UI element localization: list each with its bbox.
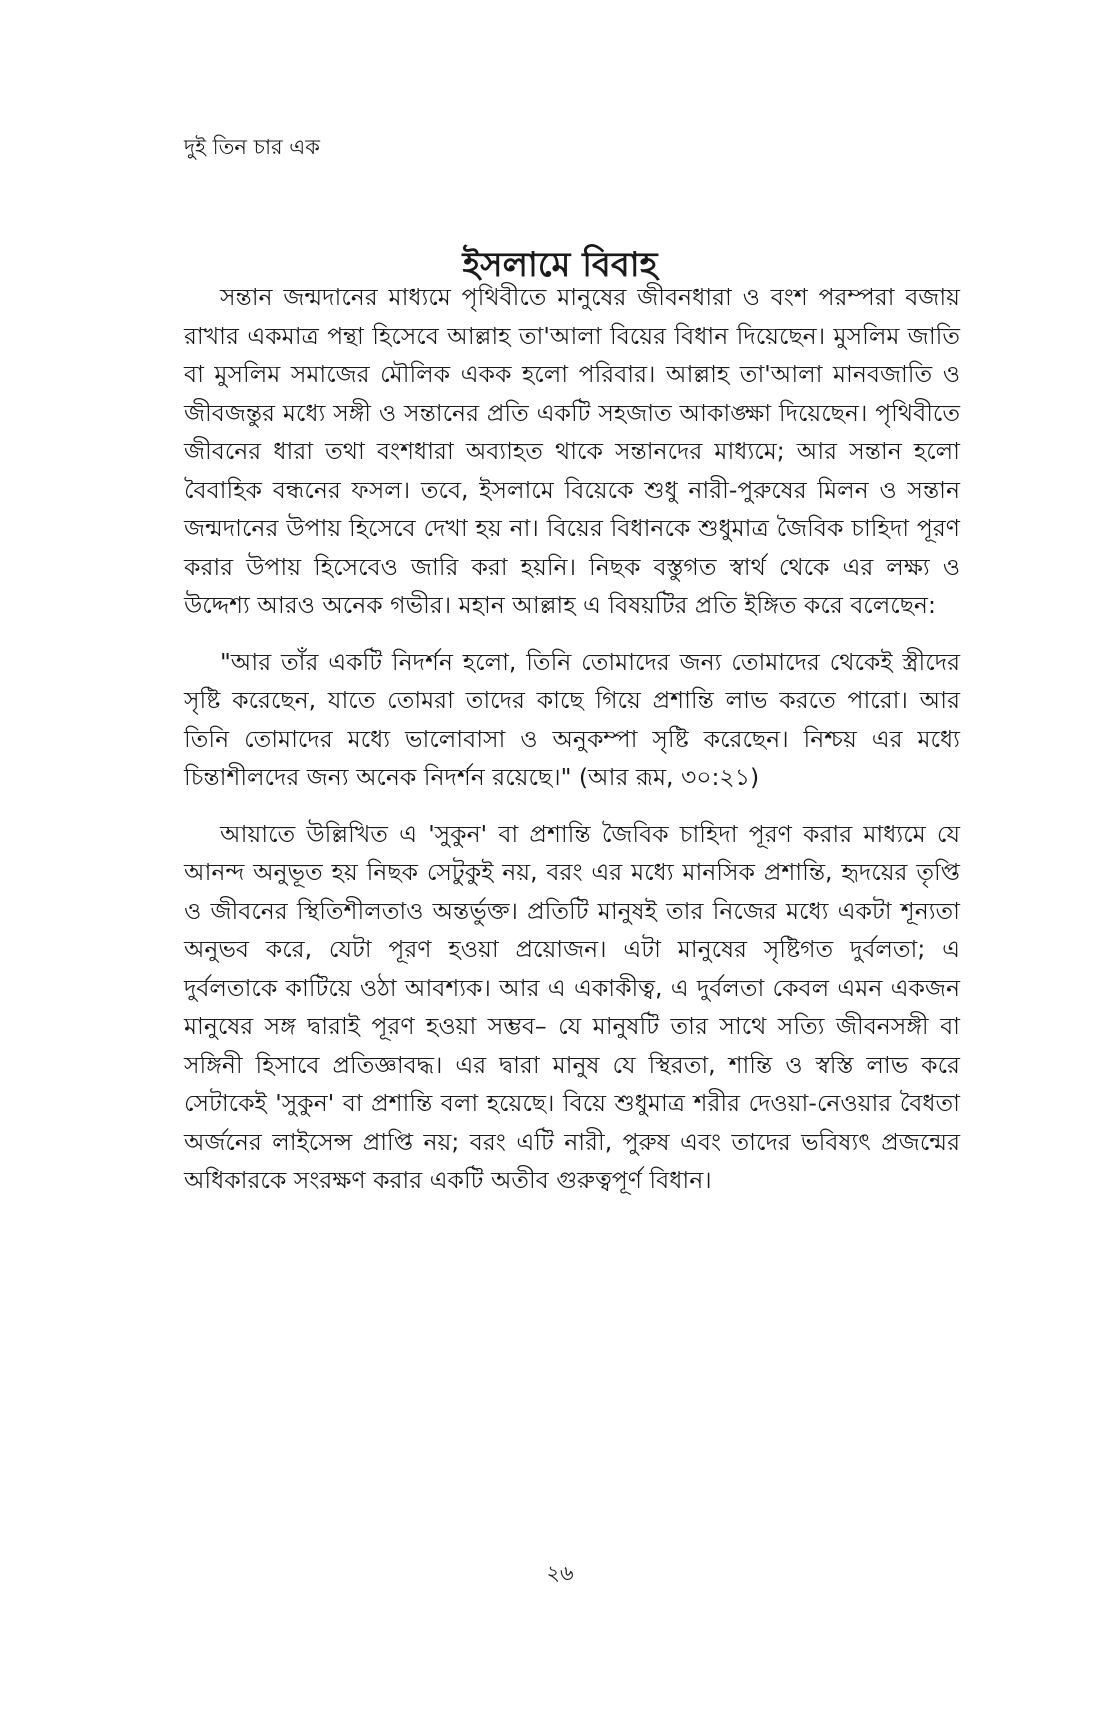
quranic-quote: "আর তাঁর একটি নিদর্শন হলো, তিনি তোমাদের জন্য তোমাদের থেকেই স্ত্রীদের সৃষ্টি করেছেন, যাতে তোমরা তাদের কাছে গিয়ে প্রশান্তি লাভ করতে পারো। আর তিনি তোমাদের মধ্যে ভালোবাসা ও অনুকম্পা সৃষ্টি করেছেন। নিশ্চয় এর মধ্যে চিন্তাশীলদের জন্য অনেক নিদর্শন রয়েছে।" (আর রূম, ৩০:২১) xyxy=(184,647,960,791)
chapter-title: ইসলামে বিবাহ xyxy=(462,244,658,285)
body-text xyxy=(184,278,960,1200)
page-number: ২৬ xyxy=(546,1561,574,1585)
paragraph-explanation: আয়াতে উল্লিখিত এ 'সুকুন' বা প্রশান্তি জৈবিক চাহিদা পূরণ করার মাধ্যমে যে আনন্দ অনুভূত হয় নিছক সেটুকুই নয়, বরং এর মধ্যে মানসিক প্রশান্তি, হৃদয়ের তৃপ্তি ও জীবনের স্থিতিশীলতাও অন্তর্ভুক্ত। প্রতিটি মানুষই তার নিজের মধ্যে একটা শূন্যতা অনুভব করে, যেটা পূরণ হওয়া প্রয়োজন। এটা মানুষের সৃষ্টিগত দুর্বলতা; এ দুর্বলতাকে কাটিয়ে ওঠা আবশ্যক। আর এ একাকীত্ব, এ দুর্বলতা কেবল এমন একজন মানুষের সঙ্গ দ্বারাই পূরণ হওয়া সম্ভব– যে মানুষটি তার সাথে সত্যি জীবনসঙ্গী বা সঙ্গিনী হিসাবে প্রতিজ্ঞাবদ্ধ। এর দ্বারা মানুষ যে স্থিরতা, শান্তি ও স্বস্তি লাভ করে সেটাকেই 'সুকুন' বা প্রশান্তি বলা হয়েছে। বিয়ে শুধুমাত্র শরীর দেওয়া-নেওয়ার বৈধতা অর্জনের লাইসেন্স প্রাপ্তি নয়; বরং এটি নারী, পুরুষ এবং তাদের ভবিষ্যৎ প্রজন্মের অধিকারকে সংরক্ষণ করার একটি অতীব গুরুত্বপূর্ণ বিধান। xyxy=(184,819,960,1194)
running-header: দুই তিন চার এক xyxy=(184,135,320,159)
paragraph-intro: সন্তান জন্মদানের মাধ্যমে পৃথিবীতে মানুষের জীবনধারা ও বংশ পরম্পরা বজায় রাখার একমাত্র পন্থা হিসেবে আল্লাহ তা'আলা বিয়ের বিধান দিয়েছেন। মুসলিম জাতি বা মুসলিম সমাজের মৌলিক একক হলো পরিবার। আল্লাহ তা'আলা মানবজাতি ও জীবজন্তুর মধ্যে সঙ্গী ও সন্তানের প্রতি একটি সহজাত আকাঙ্ক্ষা দিয়েছেন। পৃথিবীতে জীবনের ধারা তথা বংশধারা অব্যাহত থাকে সন্তানদের মাধ্যমে; আর সন্তান হলো বৈবাহিক বন্ধনের ফসল। তবে, ইসলামে বিয়েকে শুধু নারী-পুরুষের মিলন ও সন্তান জন্মদানের উপায় হিসেবে দেখা হয় না। বিয়ের বিধানকে শুধুমাত্র জৈবিক চাহিদা পূরণ করার উপায় হিসেবেও জারি করা হয়নি। নিছক বস্তুগত স্বার্থ থেকে এর লক্ষ্য ও উদ্দেশ্য আরও অনেক গভীর। মহান আল্লাহ এ বিষয়টির প্রতি ইঙ্গিত করে বলেছেন: xyxy=(184,283,960,619)
